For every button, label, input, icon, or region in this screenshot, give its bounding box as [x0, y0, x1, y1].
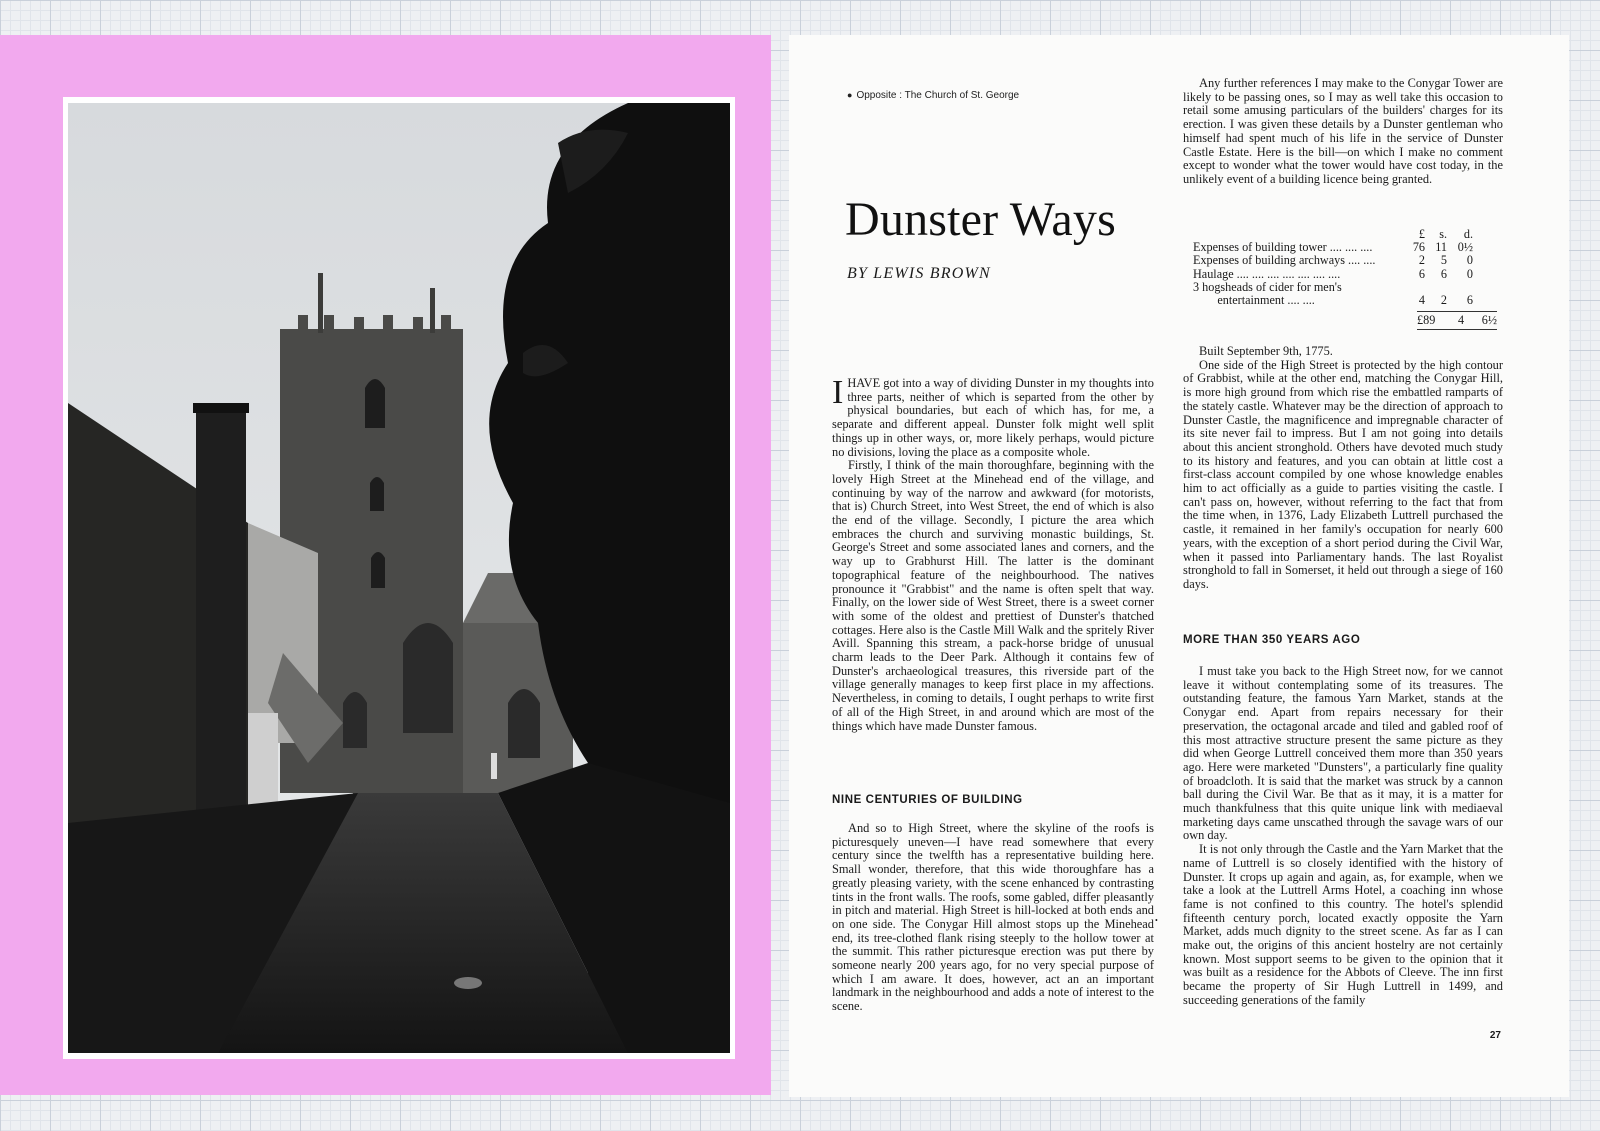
bill-item-label: Haulage .... .... .... .... .... .... .... — [1193, 267, 1341, 281]
article-byline: BY LEWIS BROWN — [847, 265, 991, 282]
bill-total-pounds: £89 — [1417, 313, 1436, 328]
bill-row — [1193, 254, 1493, 267]
bill-item-label: entertainment .... .... — [1193, 294, 1315, 308]
bill-header-row — [1193, 228, 1493, 241]
intro-text: HAVE got into a way of dividing Dunster in my thoughts into three parts, neither of which is separted from the other by physical boundaries, but each of which has, for me, a separate and different appeal. Dunster folk might well split things up in other ways, or, more likely perhaps, would picture no divisions, loving the place as a composite whole. — [832, 376, 1154, 459]
caption-text: Opposite : The Church of St. George — [856, 90, 1020, 101]
paragraph: And so to High Street, where the skyline of the roofs is picturesquely uneven—I have read somewhere that every century since the twelfth has a representative building here. Small wonder, therefore, that this wide thoroughfare has a greatly pleasing variety, with the scene enhanced by contrasting tints in the front walls. The roofs, some gabled, differ pleasantly in pitch and material. High Street is hill-locked at both ends and on one side. The Conygar Hill almost stops up the Minehead end, its tree-clothed flank rising steeply to the hollow tower at the summit. This rather picturesque erection was put there by someone nearly 200 years ago, for no very special purpose of which I am aware. It does, however, act an an important landmark in the neighbourhood and adds a note of interest to the scene. — [832, 821, 1154, 1014]
bill-header-shillings: s. — [1439, 227, 1447, 241]
paragraph: One side of the High Street is protected by the high contour of Grabbist, while at the other end, matching the Conygar Hill, is more high ground from which rise the embattled ramparts of the stately castle. Whatever may be the direction of approach to Dunster Castle, the magnificence and impregnable character of its site never fail to impress. But I am not going into details about this ancient stronghold. Others have devoted much study to its history and features, and you can obtain at little cost a first-class account compiled by one whose knowledge enables him to act officially as a guide to parties visiting the castle. I can't pass on, however, without referring to the fact that from the time when, in 1376, Lady Elizabeth Luttrell purchased the castle, it remained in her family's occupation for nearly 600 years, with the exception of a short period during the Civil War, when it passed into Parliamentary hands. The last Royalist stronghold to fall in Somerset, it held out through a siege of 160 days. — [1183, 357, 1503, 591]
margin-mark: • — [1155, 916, 1158, 925]
page-number: 27 — [1489, 1030, 1501, 1041]
paragraph: Firstly, I think of the main thoroughfare, beginning with the lovely High Street at the Minehead end of the village, and continuing by way of the narrow and awkward (for motorists, that is) Church Street, into West Street, the end of which is also the end of the village. Secondly, I picture the area which embraces the church and surviving monastic buildings, St. George's Street and some associated lanes and corners, and the way up to Grabhurst Hill. The latter is the dominant topographical feature of the neighbourhood. The natives pronounce it "Grabbist" and the name is often spelt that way. Finally, on the lower side of West Street, there is a sweet corner with some of the oldest and prettiest of Dunster's thatched cottages. Here also is the Castle Mill Walk and the spritely River Avill. Spanning this stream, a pack-horse bridge of unusual charm leads to the Deer Park. Although it contains few of Dunster's archaeological treasures, this riverside part of the village generally manages to keep first place in my affections. Nevertheless, in coming to details, I ought perhaps to write first of all of the High Street, in and around which are most of the things which have made Dunster famous. — [832, 458, 1154, 733]
article-title: Dunster Ways — [845, 193, 1116, 246]
left-page — [0, 35, 771, 1095]
bill-shillings: 11 — [1435, 240, 1447, 255]
section-heading-nine-centuries: NINE CENTURIES OF BUILDING — [832, 794, 1023, 806]
built-date-line: Built September 9th, 1775. — [1199, 344, 1333, 358]
bill-row — [1193, 294, 1493, 307]
column-2-section — [1183, 665, 1503, 1008]
column-2-continued — [1183, 345, 1503, 592]
bill-pounds: 76 — [1412, 240, 1425, 255]
bill-shillings: 6 — [1440, 266, 1447, 281]
bill-row — [1193, 268, 1493, 281]
bill-pounds: 6 — [1418, 266, 1425, 281]
paragraph: I must take you back to the High Street now, for we cannot leave it without contemplating some of its treasures. The outstanding feature, the famous Yarn Market, stands at the Conygar end. Apart from repairs necessary for their preservation, the octagonal arcade and tiled and gabled roof of this most attractive structure present the same picture as they did when George Luttrell conceived them more than 350 years ago. Here were marketed "Dunsters", a particularly fine quality of broadcloth. It is said that the market was struck by a cannon ball during the Civil War. Be that as it may, it is a matter for much thankfulness that this quite unique link with mediaeval marketing days came unscathed through the savage wars of our own day. — [1183, 664, 1503, 843]
photo-caption — [847, 90, 1019, 101]
bill-total-row — [1417, 311, 1497, 330]
bill-item-label: 3 hogsheads of cider for men's — [1193, 280, 1342, 294]
bill-pence: 0 — [1466, 266, 1473, 281]
column-1-intro — [832, 374, 1154, 733]
bill-header-pounds: £ — [1418, 227, 1425, 241]
article-page — [789, 35, 1569, 1097]
bill-row — [1193, 241, 1493, 254]
bill-pounds: 4 — [1418, 293, 1425, 308]
church-photo-illustration — [68, 103, 730, 1053]
bill-total-pence: 6½ — [1481, 313, 1497, 328]
bill-total-shillings: 4 — [1457, 313, 1465, 328]
bill-row — [1193, 281, 1493, 294]
paragraph: Any further references I may make to the Conygar Tower are likely to be passing ones, so I may as well take this occasion to retail some amusing particulars of the builders' charges for its erection. I was given these details by a Dunster gentleman who himself had spent much of his life in the service of Dunster Castle Estate. Here is the bill—on which I make no comment except to wonder what the tower would have cost today, in the unlikely event of a building licence being granted. — [1183, 76, 1503, 186]
intro-paragraph — [832, 374, 1154, 459]
caption-bullet: ● — [847, 90, 853, 100]
builders-bill-table — [1193, 227, 1497, 330]
photo-mount — [63, 97, 735, 1059]
column-2-intro — [1183, 77, 1503, 187]
section-heading-350-years: MORE THAN 350 YEARS AGO — [1183, 634, 1361, 646]
bill-item-label: Expenses of building archways .... .... — [1193, 254, 1376, 268]
bill-pence: 0½ — [1457, 240, 1473, 255]
bill-pence: 0 — [1466, 253, 1473, 268]
drop-cap: I — [832, 374, 844, 411]
bill-header-pence: d. — [1463, 227, 1473, 241]
bill-item-label: Expenses of building tower .... .... .... — [1193, 241, 1373, 255]
bill-pence: 6 — [1466, 293, 1473, 308]
bill-shillings: 5 — [1440, 253, 1447, 268]
church-photograph — [68, 103, 730, 1053]
bill-pounds: 2 — [1418, 253, 1425, 268]
bill-shillings: 2 — [1440, 293, 1447, 308]
column-1-section — [832, 822, 1154, 1014]
paragraph: It is not only through the Castle and the Yarn Market that the name of Luttrell is so closely identified with the history of Dunster. It crops up again and again, as, for example, when we take a look at the Luttrell Arms Hotel, a coaching inn whose fame is not confined to this country. The hotel's splendid fifteenth century porch, located exactly opposite the Yarn Market, adds much dignity to the street scene. As far as I can make out, the origins of this ancient hostelry are not certainly known. Most support seems to be given to the opinion that it was built as a residence for the Abbots of Cleeve. The inn first became the property of Sir Hugh Luttrell in 1499, and succeeding generations of the family — [1183, 842, 1503, 1007]
